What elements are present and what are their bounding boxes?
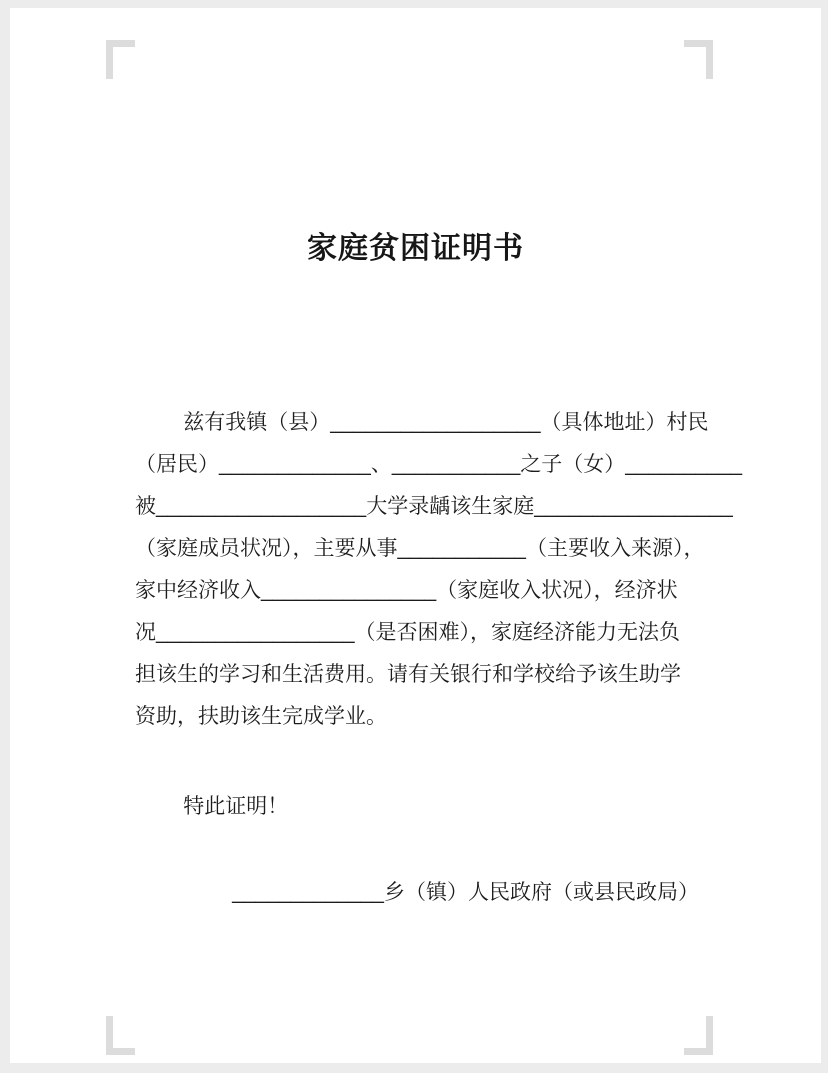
body-line-4: （家庭成员状况），主要从事___________（主要收入来源），: [135, 537, 705, 560]
crop-mark-bottom-right: [684, 1016, 713, 1055]
body-line-8: 资助，扶助该生完成学业。: [135, 705, 387, 728]
document-title: 家庭贫困证明书: [307, 232, 524, 265]
body-line-7: 担该生的学习和生活费用。请有关银行和学校给予该生助学: [135, 663, 681, 686]
closing-statement: 特此证明！: [183, 795, 289, 818]
body-line-6: 况_________________（是否困难），家庭经济能力无法负: [135, 621, 681, 644]
crop-mark-top-right: [684, 40, 713, 79]
body-line-2: （居民）_____________、___________之子（女）__________: [135, 453, 743, 476]
body-line-5: 家中经济收入_______________（家庭收入状况），经济状: [135, 579, 678, 602]
crop-mark-bottom-left: [106, 1016, 135, 1055]
body-line-1: 兹有我镇（县）__________________（具体地址）村民: [183, 411, 709, 434]
body-line-3: 被__________________大学录龋该生家庭_________________: [135, 495, 733, 518]
document-page: [10, 8, 821, 1063]
document-body: [135, 402, 743, 738]
crop-mark-top-left: [106, 40, 135, 79]
signature-line: _____________乡（镇）人民政府（或县民政局）: [232, 881, 699, 904]
